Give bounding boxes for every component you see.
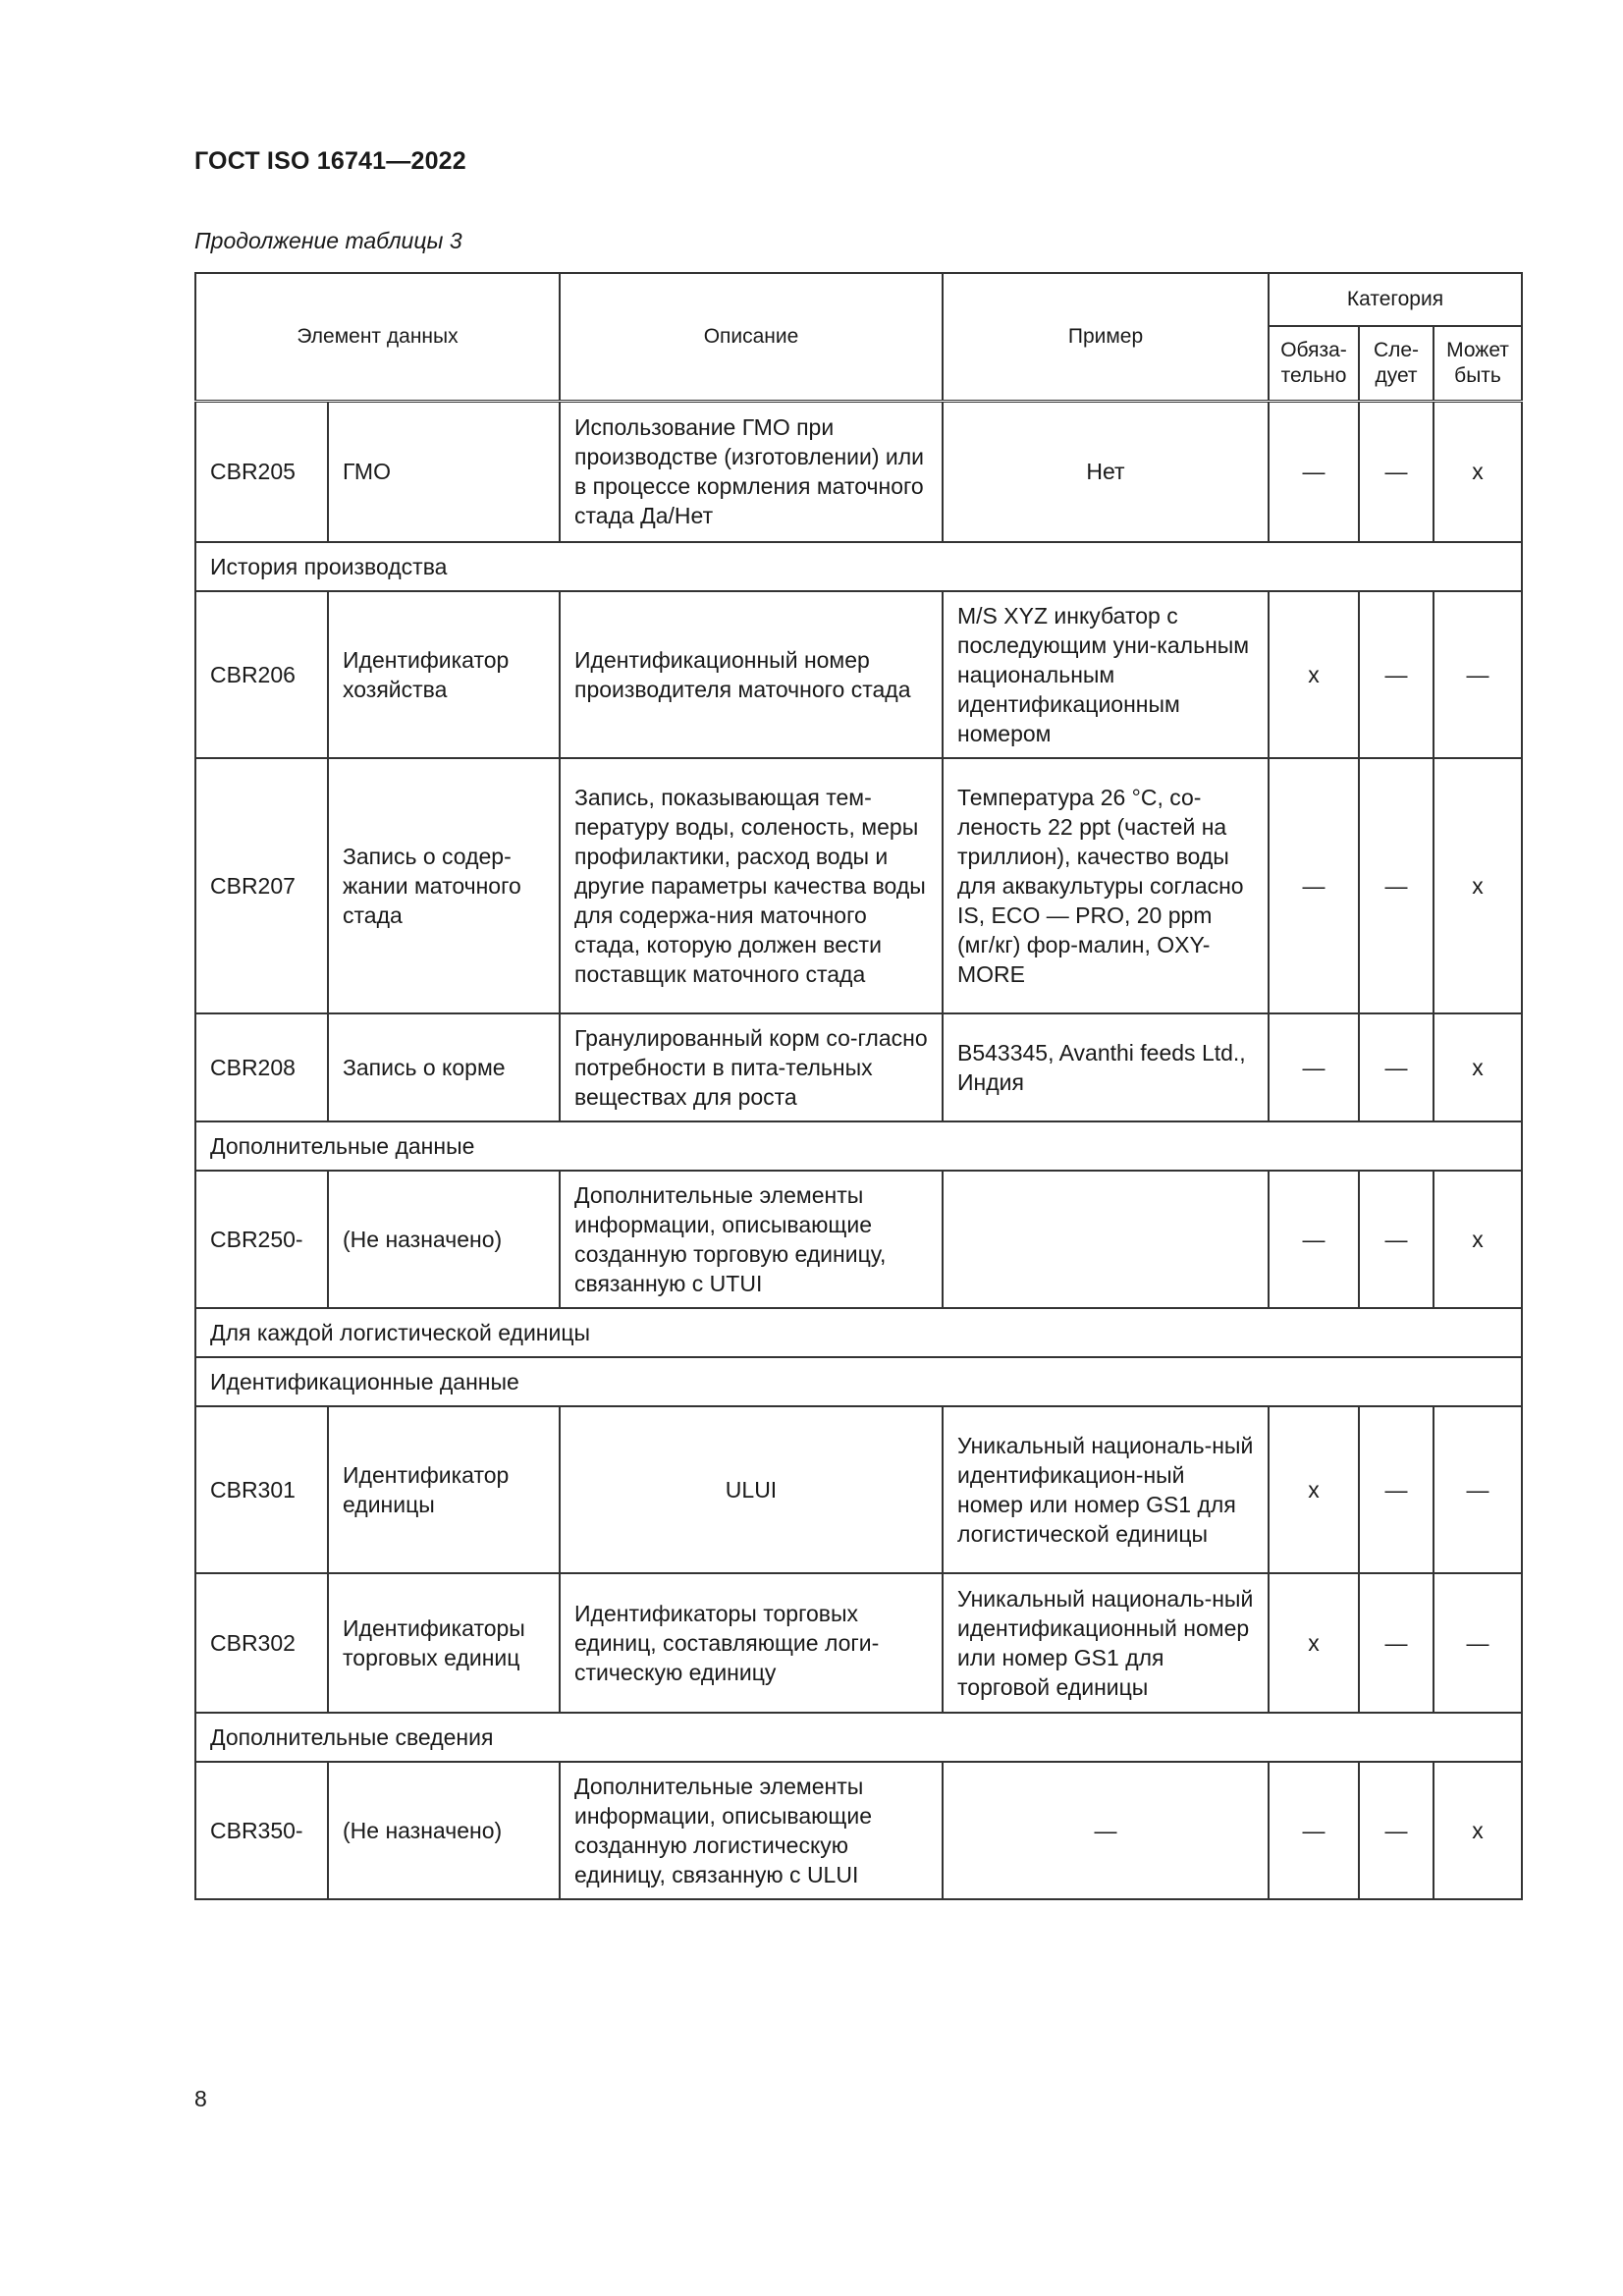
row-code: CBR301 (195, 1406, 328, 1573)
row-may-mark: x (1434, 1762, 1522, 1899)
row-description: Идентификационный номер производителя маточного стада (560, 591, 943, 758)
row-name: Запись о содер-жании маточного стада (328, 758, 560, 1013)
row-may-mark: x (1434, 402, 1522, 542)
data-elements-table (194, 272, 1523, 1900)
header-description: Описание (560, 273, 943, 402)
header-cat-should-label: Сле- дует (1373, 339, 1420, 387)
row-should-mark: — (1359, 1573, 1434, 1713)
row-code: CBR207 (195, 758, 328, 1013)
row-code: CBR208 (195, 1013, 328, 1121)
row-example: Нет (943, 402, 1269, 542)
section-title: Идентификационные данные (195, 1357, 1522, 1406)
section-title: История производства (195, 542, 1522, 591)
table-row (195, 591, 1522, 758)
row-name: Запись о корме (328, 1013, 560, 1121)
row-example: M/S XYZ инкубатор с последующим уни-кальным национальным идентификационным номером (943, 591, 1269, 758)
row-may-mark: x (1434, 1171, 1522, 1308)
header-cat-should (1359, 326, 1434, 402)
row-example: Уникальный националь-ный идентификацион-ный номер или номер GS1 для логистической единицы (943, 1406, 1269, 1573)
row-may-mark: x (1434, 758, 1522, 1013)
row-should-mark: — (1359, 1013, 1434, 1121)
row-mandatory-mark: — (1269, 758, 1359, 1013)
row-description: Запись, показывающая тем-пературу воды, соленость, меры профилактики, расход воды и другие параметры качества воды для содержа-ния маточного стада, которую должен вести поставщик маточного стада (560, 758, 943, 1013)
row-code: CBR250- (195, 1171, 328, 1308)
table-row (195, 1171, 1522, 1308)
row-description: Гранулированный корм со-гласно потребности в пита-тельных веществах для роста (560, 1013, 943, 1121)
table-row (195, 1573, 1522, 1713)
section-title: Для каждой логистической единицы (195, 1308, 1522, 1357)
row-should-mark: — (1359, 402, 1434, 542)
header-cat-mandatory (1269, 326, 1359, 402)
row-code: CBR302 (195, 1573, 328, 1713)
table-caption: Продолжение таблицы 3 (194, 228, 462, 253)
row-name: Идентификатор хозяйства (328, 591, 560, 758)
row-mandatory-mark: — (1269, 1762, 1359, 1899)
row-name: (Не назначено) (328, 1171, 560, 1308)
row-name: ГМО (328, 402, 560, 542)
row-mandatory-mark: — (1269, 402, 1359, 542)
header-example: Пример (943, 273, 1269, 402)
page-number: 8 (194, 2086, 207, 2111)
row-may-mark: — (1434, 591, 1522, 758)
header-cat-mandatory-label: Обяза- тельно (1280, 339, 1347, 387)
row-name: Идентификаторы торговых единиц (328, 1573, 560, 1713)
row-example: B543345, Avanthi feeds Ltd., Индия (943, 1013, 1269, 1121)
section-title: Дополнительные сведения (195, 1713, 1522, 1762)
header-category: Категория (1269, 273, 1522, 326)
row-mandatory-mark: x (1269, 1573, 1359, 1713)
row-description: Использование ГМО при производстве (изготовлении) или в процессе кормления маточного стада Да/Нет (560, 402, 943, 542)
row-mandatory-mark: — (1269, 1171, 1359, 1308)
row-should-mark: — (1359, 591, 1434, 758)
table-row (195, 1762, 1522, 1899)
row-example: — (943, 1762, 1269, 1899)
row-name: (Не назначено) (328, 1762, 560, 1899)
section-row (195, 1308, 1522, 1357)
row-description: Дополнительные элементы информации, описывающие созданную логистическую единицу, связанную с ULUI (560, 1762, 943, 1899)
row-example (943, 1171, 1269, 1308)
header-cat-may-label: Может быть (1446, 339, 1509, 387)
table-row (195, 758, 1522, 1013)
section-title: Дополнительные данные (195, 1121, 1522, 1171)
document-header: ГОСТ ISO 16741—2022 (194, 147, 466, 175)
section-row (195, 1121, 1522, 1171)
row-may-mark: x (1434, 1013, 1522, 1121)
table-row (195, 402, 1522, 542)
row-description: ULUI (560, 1406, 943, 1573)
section-row (195, 542, 1522, 591)
row-should-mark: — (1359, 1762, 1434, 1899)
row-should-mark: — (1359, 1171, 1434, 1308)
row-description: Дополнительные элементы информации, описывающие созданную торговую единицу, связанную с UTUI (560, 1171, 943, 1308)
row-may-mark: — (1434, 1573, 1522, 1713)
header-cat-may (1434, 326, 1522, 402)
row-example: Температура 26 °С, со-леность 22 ppt (частей на триллион), качество воды для аквакультуры согласно IS, ECO — PRO, 20 ppm (мг/кг) фор-малин, OXY-MORE (943, 758, 1269, 1013)
section-row (195, 1357, 1522, 1406)
row-example: Уникальный националь-ный идентификационный номер или номер GS1 для торговой единицы (943, 1573, 1269, 1713)
header-element: Элемент данных (195, 273, 560, 402)
row-mandatory-mark: x (1269, 1406, 1359, 1573)
row-should-mark: — (1359, 1406, 1434, 1573)
row-description: Идентификаторы торговых единиц, составляющие логи-стическую единицу (560, 1573, 943, 1713)
table-row (195, 1406, 1522, 1573)
row-may-mark: — (1434, 1406, 1522, 1573)
row-code: CBR350- (195, 1762, 328, 1899)
table-row (195, 1013, 1522, 1121)
row-name: Идентификатор единицы (328, 1406, 560, 1573)
row-mandatory-mark: x (1269, 591, 1359, 758)
row-should-mark: — (1359, 758, 1434, 1013)
row-code: CBR205 (195, 402, 328, 542)
row-mandatory-mark: — (1269, 1013, 1359, 1121)
row-code: CBR206 (195, 591, 328, 758)
section-row (195, 1713, 1522, 1762)
